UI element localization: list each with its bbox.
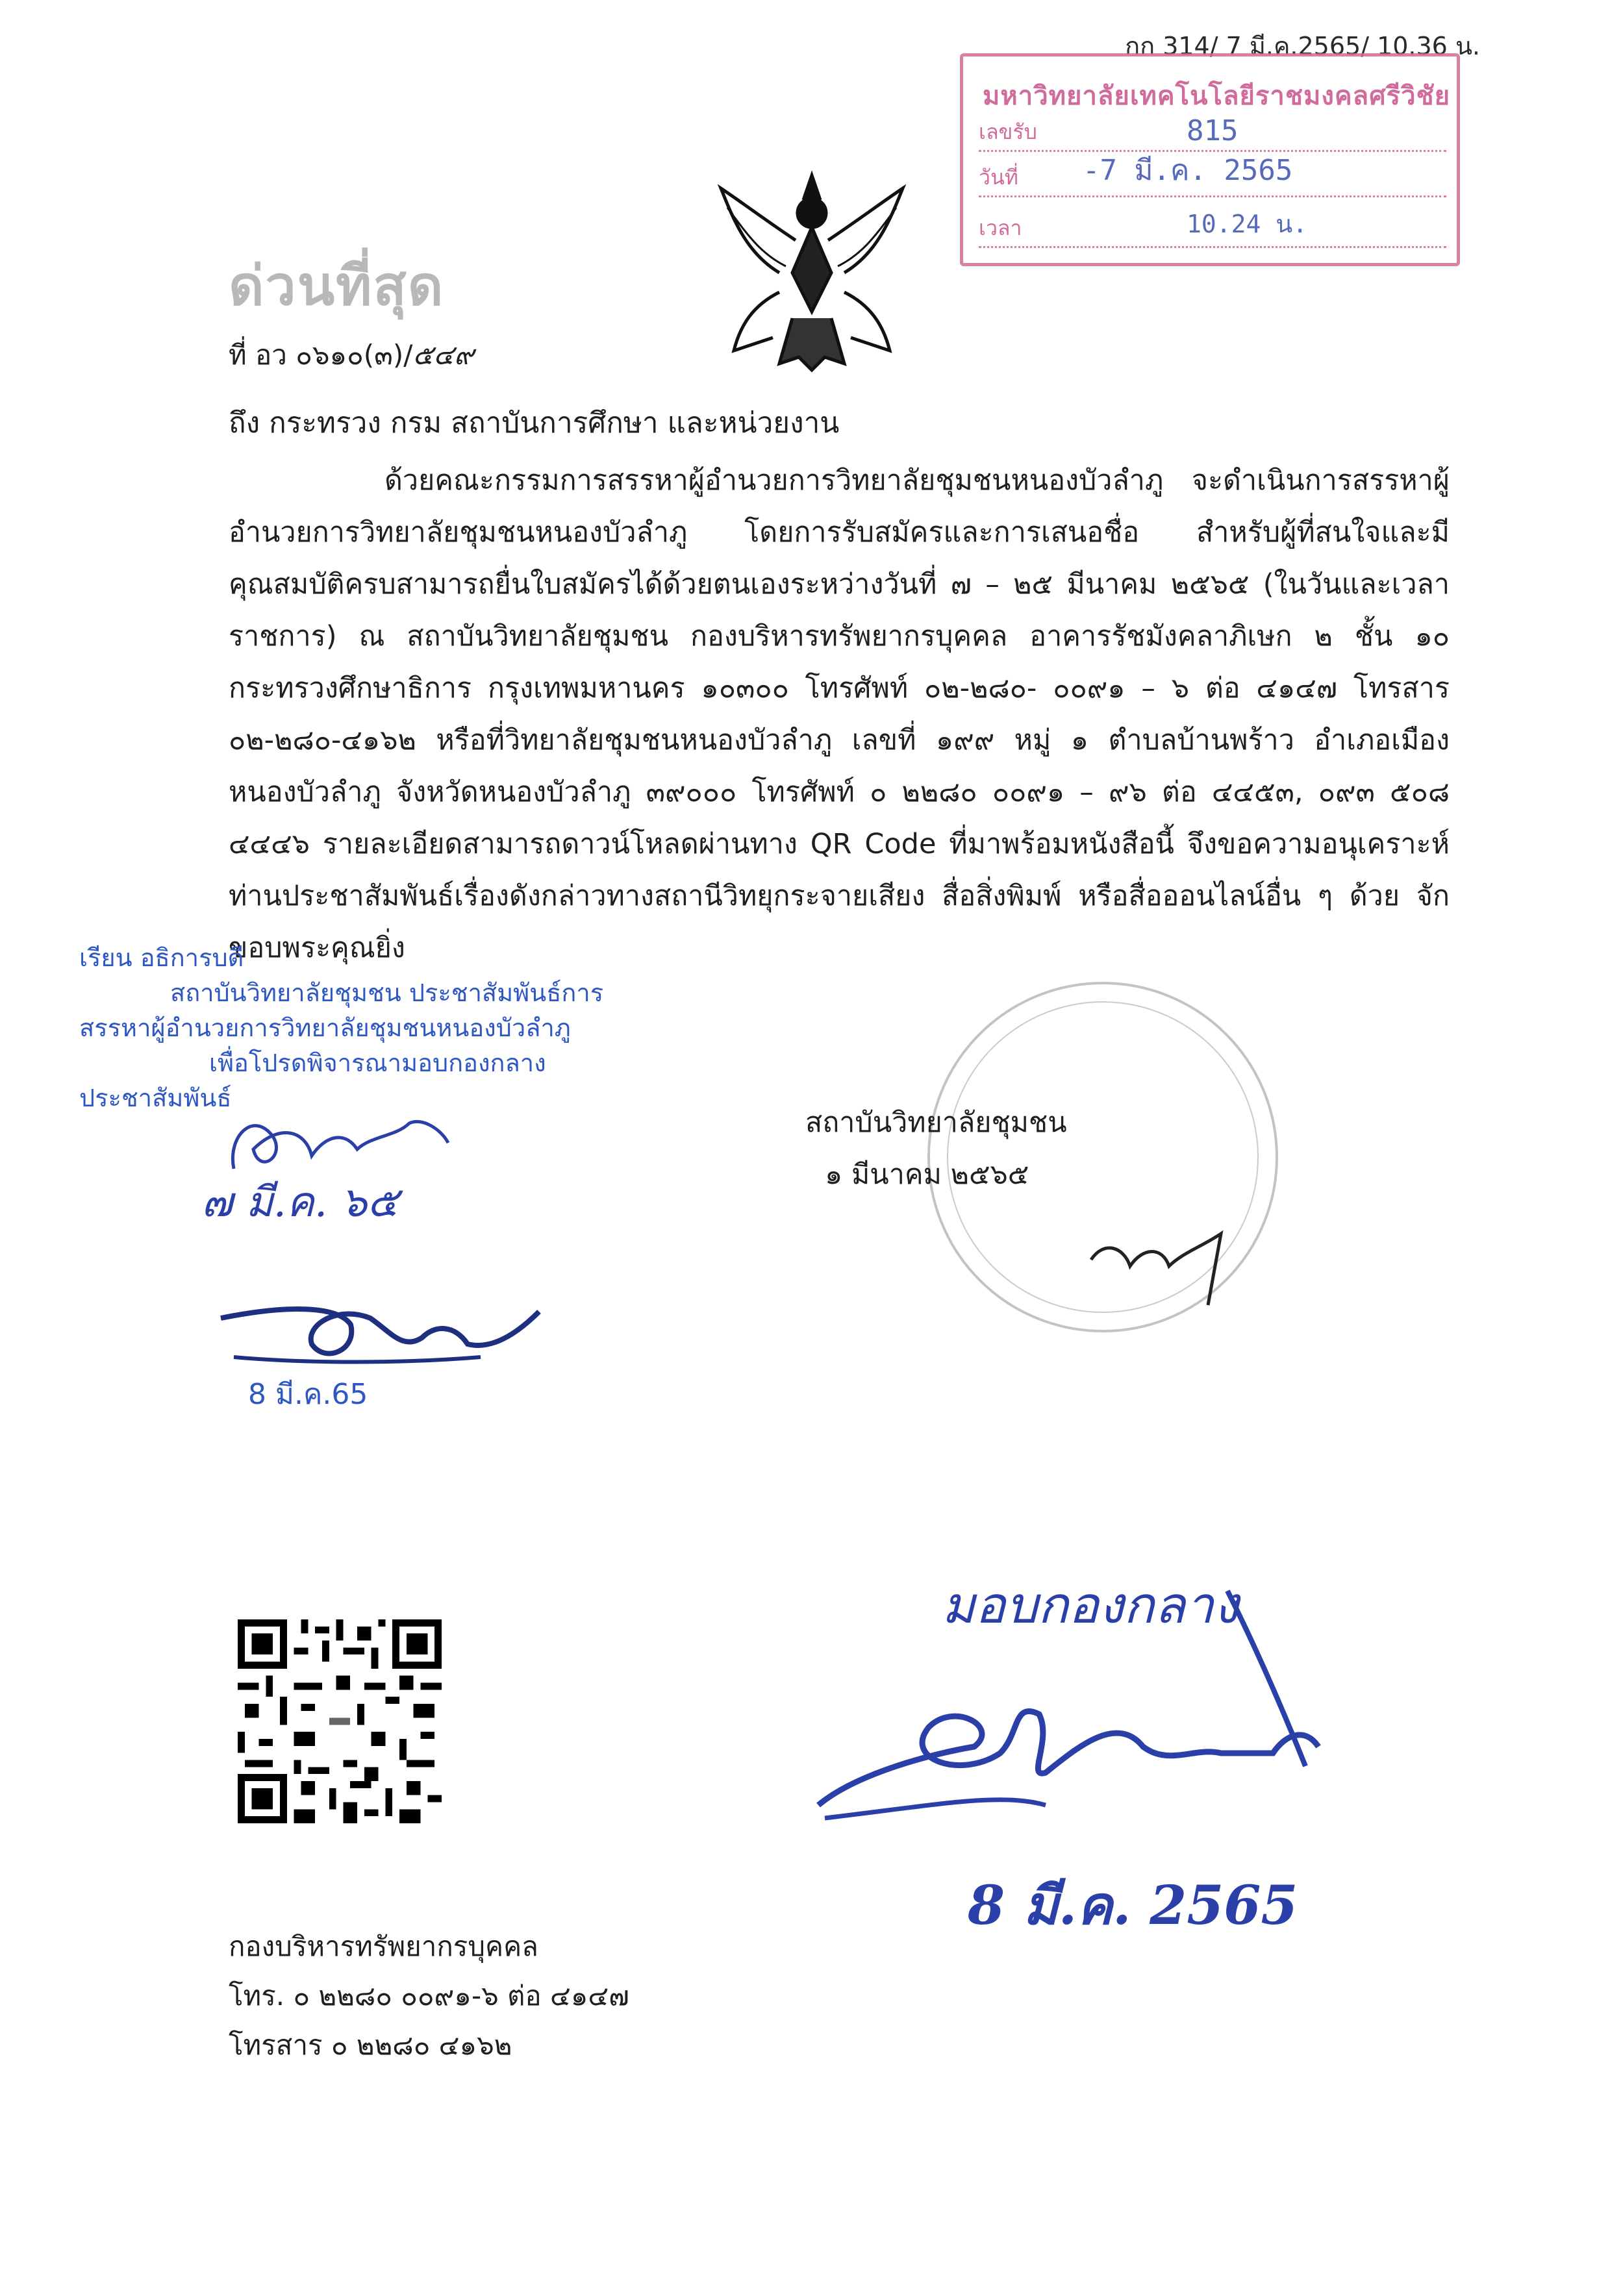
qr-code-icon [238,1619,442,1823]
stamp-date-row [979,154,1446,197]
footer-contact [229,1922,629,2070]
footer-department: กองบริหารทรัพยากรบุคคล [229,1930,538,1962]
receive-stamp [960,53,1460,266]
handwritten-order: มอบกองกลาง [942,1577,1239,1635]
note-line: เรียน อธิการบดี [79,943,244,972]
signatory-organization: สถาบันวิทยาลัยชุมชน [805,1106,1067,1139]
stamp-date-value: -7 มี.ค. 2565 [1083,154,1293,187]
handwritten-date-2: 8 มี.ค.65 [248,1378,368,1411]
stamp-organization: มหาวิทยาลัยเทคโนโลยีราชมงคลศรีวิชัย [983,81,1451,111]
handwritten-note [79,940,603,1116]
recipient-line: ถึง กระทรวง กรม สถาบันการศึกษา และหน่วยงาน [229,406,840,440]
urgency-label: ด่วนที่สุด [229,254,445,318]
note-line: สรรหาผู้อำนวยการวิทยาลัยชุมชนหนองบัวลำภู [79,1014,571,1042]
stamp-number-label: เลขรับ [979,119,1037,144]
stamp-time-label: เวลา [979,216,1022,240]
footer-fax: โทรสาร ๐ ๒๒๘๐ ๔๑๖๒ [229,2029,512,2061]
handwritten-signature-2 [208,1279,546,1377]
stamp-number-value: 815 [1187,114,1239,147]
document-number-handwritten: ๕๔๙ [412,339,474,371]
note-line: ประชาสัมพันธ์ [79,1084,232,1112]
stamp-time-value: 10.24 น. [1187,210,1308,238]
stamp-time-row [979,210,1446,248]
handwritten-date-3: 8 มี.ค. 2565 [968,1875,1298,1937]
handwritten-signature-3 [805,1675,1325,1851]
document-number [229,334,474,377]
document-number-prefix: ที่ อว ๐๖๑๐(๓)/ [229,339,413,371]
note-line: สถาบันวิทยาลัยชุมชน ประชาสัมพันธ์การ [170,979,604,1007]
body-text [229,455,1450,974]
top-reference: กก 314/ 7 มี.ค.2565/ 10.36 น. [1125,32,1480,60]
signature-date: ๑ มีนาคม ๒๕๖๕ [825,1158,1029,1191]
note-line: เพื่อโปรดพิจารณามอบกองกลาง [209,1049,546,1077]
handwritten-initials [1078,1208,1240,1312]
body-paragraph: ด้วยคณะกรรมการสรรหาผู้อำนวยการวิทยาลัยชุมชนหนองบัวลำภู จะดำเนินการสรรหาผู้อำนวยการวิทยาลัยชุมชนหนองบัวลำภู โดยการรับสมัครและการเสนอชื่อ สำหรับผู้ที่สนใจและมีคุณสมบัติครบสามารถยื่นใบสมัครได้ด้วยตนเองระหว่างวันที่ ๗ – ๒๕ มีนาคม ๒๕๖๕ (ในวันและเวลาราชการ) ณ สถาบันวิทยาลัยชุมชน กองบริหารทรัพยากรบุคคล อาคารรัชมังคลาภิเษก ๒ ชั้น ๑๐ กระทรวงศึกษาธิการ กรุงเทพมหานคร ๑๐๓๐๐ โทรศัพท์ ๐๒-๒๘๐- ๐๐๙๑ – ๖ ต่อ ๔๑๔๗ โทรสาร ๐๒-๒๘๐-๔๑๖๒ หรือที่วิทยาลัยชุมชนหนองบัวลำภู เลขที่ ๑๙๙ หมู่ ๑ ตำบลบ้านพร้าว อำเภอเมืองหนองบัวลำภู จังหวัดหนองบัวลำภู ๓๙๐๐๐ โทรศัพท์ ๐ ๒๒๘๐ ๐๐๙๑ – ๙๖ ต่อ ๔๔๕๓, ๐๙๓ ๕๐๘ ๔๔๔๖ รายละเอียดสามารถดาวน์โหลดผ่านทาง QR Code ที่มาพร้อมหนังสือนี้ จึงขอความอนุเคราะห์ท่านประชาสัมพันธ์เรื่องดังกล่าวทางสถานีวิทยุกระจายเสียง สื่อสิ่งพิมพ์ หรือสื่อออนไลน์อื่น ๆ ด้วย จักขอบพระคุณยิ่ง [229,464,1450,964]
handwritten-date-1: ๗ มี.ค. ๖๕ [201,1179,399,1227]
garuda-emblem-icon [714,162,909,377]
stamp-date-label: วันที่ [979,165,1018,190]
footer-phone: โทร. ๐ ๒๒๘๐ ๐๐๙๑-๖ ต่อ ๔๑๔๗ [229,1980,629,2012]
